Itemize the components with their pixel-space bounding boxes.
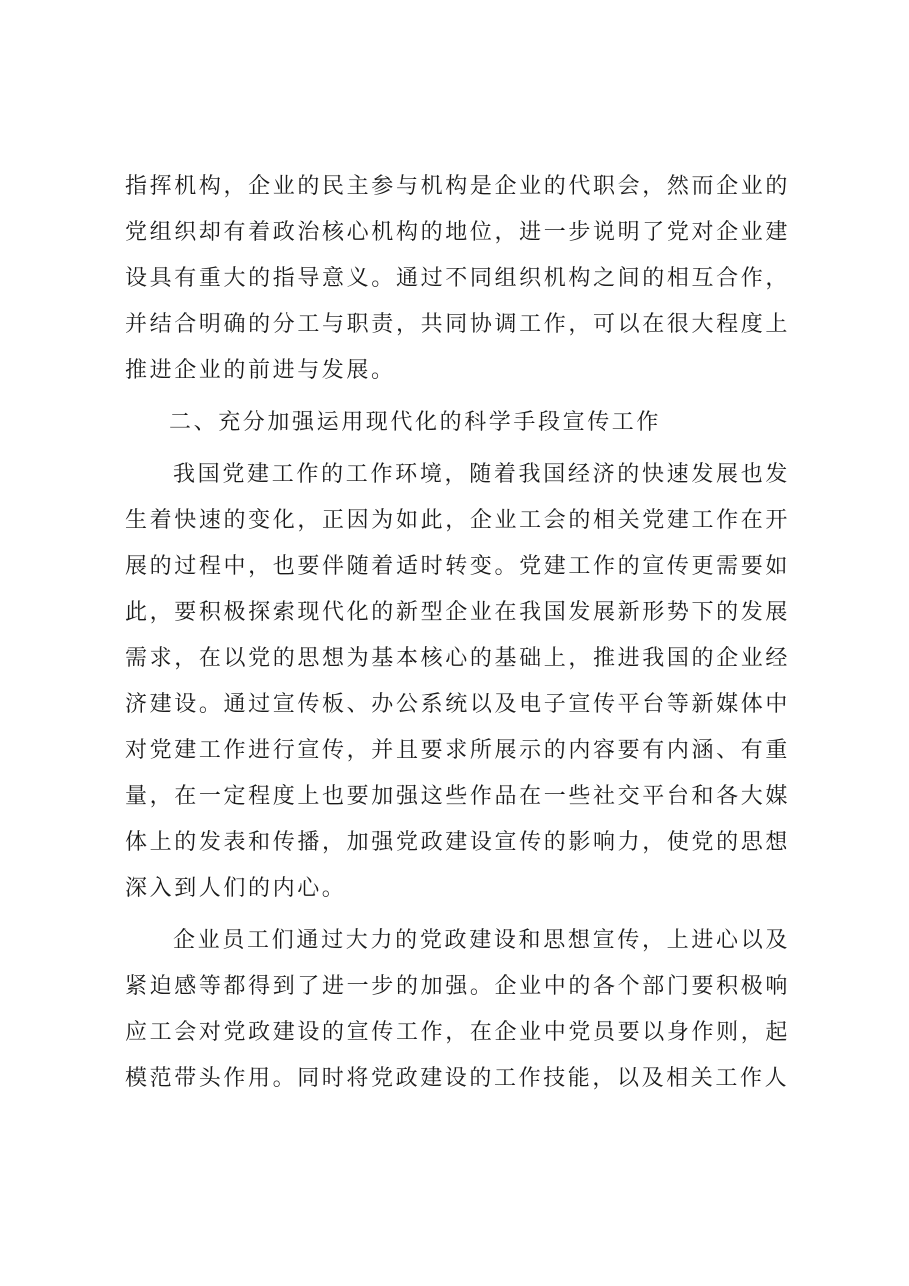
paragraph: 企业员工们通过大力的党政建设和思想宣传，上进心以及紧迫感等都得到了进一步的加强。企业中的各个部门要积极响应工会对党政建设的宣传工作，在企业中党员要以身作则，起模范带头作用。同时将党政建设的工作技能，以及相关工作人 <box>125 928 790 1091</box>
document-body <box>125 164 790 1102</box>
paragraph-continuation: 指挥机构，企业的民主参与机构是企业的代职会，然而企业的党组织却有着政治核心机构的地位，进一步说明了党对企业建设具有重大的指导意义。通过不同组织机构之间的相互合作，并结合明确的分工与职责，共同协调工作，可以在很大程度上推进企业的前进与发展。 <box>125 174 790 383</box>
paragraph: 我国党建工作的工作环境，随着我国经济的快速发展也发生着快速的变化，正因为如此，企业工会的相关党建工作在开展的过程中，也要伴随着适时转变。党建工作的宣传更需要如此，要积极探索现代化的新型企业在我国发展新形势下的发展需求，在以党的思想为基本核心的基础上，推进我国的企业经济建设。通过宣传板、办公系统以及电子宣传平台等新媒体中对党建工作进行宣传，并且要求所展示的内容要有内涵、有重量，在一定程度上也要加强这些作品在一些社交平台和各大媒体上的发表和传播，加强党政建设宣传的影响力，使党的思想深入到人们的内心。 <box>125 462 790 901</box>
section-heading: 二、充分加强运用现代化的科学手段宣传工作 <box>169 410 662 435</box>
